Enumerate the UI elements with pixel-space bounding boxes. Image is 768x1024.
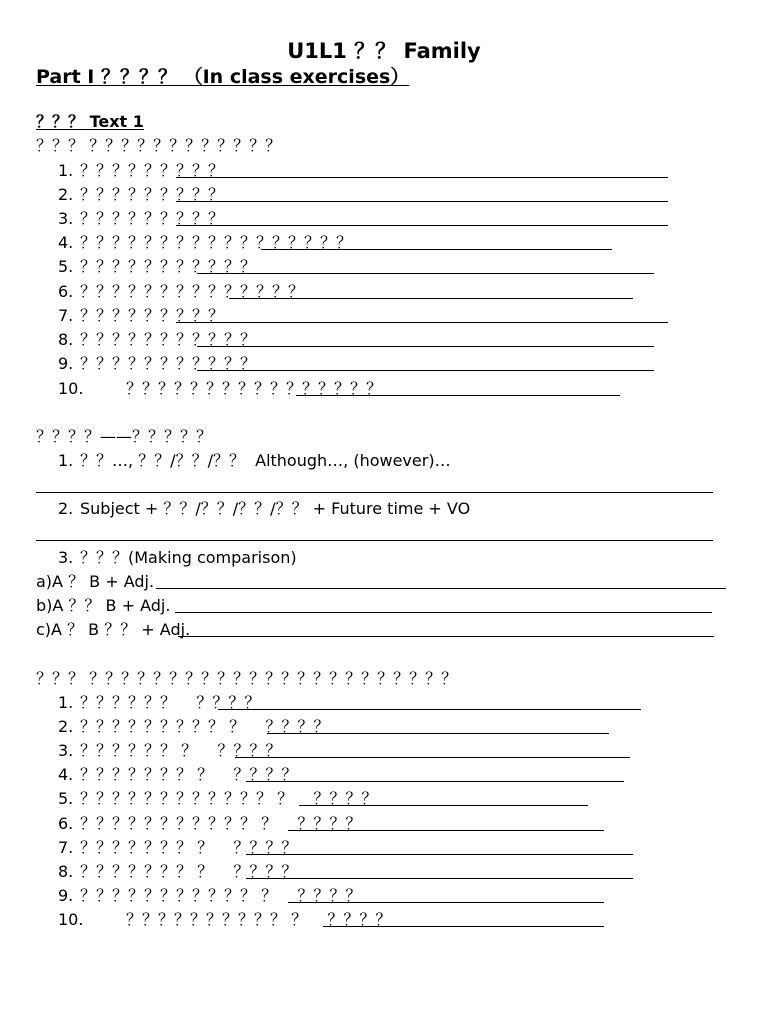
s3-item-number: 3. [58, 741, 74, 760]
answer-blank[interactable] [176, 177, 668, 178]
answer-blank[interactable] [246, 781, 624, 782]
s1-item-number: 1. [58, 161, 74, 180]
s2-item-number: 1. [58, 451, 74, 470]
section3-instruction: ？？？ ？？？？？？？？？？？？？？？？？？？？？？？ [36, 669, 458, 688]
answer-blank[interactable] [156, 588, 726, 589]
s3-item-number: 4. [58, 765, 74, 784]
s2-item-number: 2. [58, 499, 74, 518]
s3-item-number: 8. [58, 862, 74, 881]
answer-blank[interactable] [288, 902, 604, 903]
s1-item-number: 6. [58, 282, 74, 301]
answer-blank[interactable] [246, 878, 633, 879]
s1-item-text: ？？？？？？？？？？？？？？ [80, 282, 305, 301]
s3-item-text: ？？？？？？ ？？？？ [80, 693, 261, 712]
s1-item-number: 7. [58, 306, 74, 325]
answer-blank[interactable] [218, 709, 641, 710]
answer-blank[interactable] [36, 492, 713, 493]
s2-item-text: ？？？(Making comparison) [80, 548, 297, 567]
answer-blank[interactable] [288, 830, 604, 831]
s3-item-text: ？？？？？？？？？？？ ？ ？？？？ [80, 814, 362, 833]
s1-item-number: 3. [58, 209, 74, 228]
s1-item-text: ？？？？？？？？？？？ [80, 354, 257, 373]
s3-item-text: ？？？？？？？？？ ？ ？？？？ [80, 717, 330, 736]
s3-item-number: 7. [58, 838, 74, 857]
s1-item-number: 10. [58, 379, 84, 398]
answer-blank[interactable] [261, 249, 612, 250]
s3-item-number: 5. [58, 789, 74, 808]
s3-item-text: ？？？？？？？？？？ ？ ？？？？ [126, 910, 392, 929]
s1-item-text: ？？？？？？？？？？？？？？？？？ [80, 233, 353, 252]
s3-item-number: 10. [58, 910, 84, 929]
section1-instruction: ？？？ ？？？？？？？？？？？？ [36, 136, 282, 155]
answer-blank[interactable] [178, 636, 714, 637]
answer-blank[interactable] [323, 926, 604, 927]
text-heading: ？？？ Text 1 [36, 112, 144, 131]
answer-blank[interactable] [235, 757, 630, 758]
answer-blank[interactable] [246, 854, 633, 855]
s1-item-number: 8. [58, 330, 74, 349]
s3-item-number: 1. [58, 693, 74, 712]
s3-item-text: ？？？？？？？ ？ ？？？？ [80, 838, 298, 857]
s3-item-number: 2. [58, 717, 74, 736]
answer-blank[interactable] [197, 273, 654, 274]
s3-item-text: ？？？？？？？ ？ ？？？？ [80, 765, 298, 784]
s3-item-number: 9. [58, 886, 74, 905]
comparison-a-label: a)A ？ B + Adj. [36, 572, 155, 591]
answer-blank[interactable] [296, 395, 620, 396]
section2-heading: ？？？？——？？？？？ [36, 427, 213, 446]
s1-item-text: ？？？？？？？？？ [80, 185, 225, 204]
worksheet-title: U1L1 ？？ Family [287, 39, 481, 63]
answer-blank[interactable] [197, 346, 654, 347]
s1-item-number: 2. [58, 185, 74, 204]
answer-blank[interactable] [197, 370, 654, 371]
comparison-b-label: b)A ？？ B + Adj. [36, 596, 171, 615]
part-heading: Part I ？？？？ （In class exercises） [36, 66, 410, 88]
s1-item-number: 5. [58, 257, 74, 276]
answer-blank[interactable] [299, 805, 588, 806]
s1-item-text: ？？？？？？？？？ [80, 209, 225, 228]
s3-item-text: ？？？？？？ ？ ？？？？ [80, 741, 282, 760]
s1-item-text: ？？？？？？？？？？？？？？？？ [126, 379, 383, 398]
s1-item-text: ？？？？？？？？？ [80, 161, 225, 180]
s1-item-text: ？？？？？？？？？？？ [80, 257, 257, 276]
s3-item-text: ？？？？？？？？？？？ ？ ？？？？ [80, 886, 362, 905]
comparison-c-label: c)A ？ B ？？ + Adj. [36, 620, 191, 639]
answer-blank[interactable] [175, 612, 712, 613]
answer-blank[interactable] [176, 322, 668, 323]
s2-item-number: 3. [58, 548, 74, 567]
answer-blank[interactable] [176, 201, 668, 202]
answer-blank[interactable] [36, 540, 713, 541]
s1-item-number: 9. [58, 354, 74, 373]
answer-blank[interactable] [267, 733, 609, 734]
s2-item-text: ？？…, ？？/？？/？？ Although…, (however)… [80, 451, 451, 470]
s1-item-text: ？？？？？？？？？ [80, 306, 225, 325]
s1-item-number: 4. [58, 233, 74, 252]
answer-blank[interactable] [176, 225, 668, 226]
s3-item-number: 6. [58, 814, 74, 833]
s3-item-text: ？？？？？？？ ？ ？？？？ [80, 862, 298, 881]
answer-blank[interactable] [229, 298, 633, 299]
s2-item-text: Subject + ？？/？？/？？/？？ + Future time + VO [80, 499, 471, 518]
s3-item-text: ？？？？？？？？？？？？ ？ ？？？？ [80, 789, 378, 808]
s1-item-text: ？？？？？？？？？？？ [80, 330, 257, 349]
